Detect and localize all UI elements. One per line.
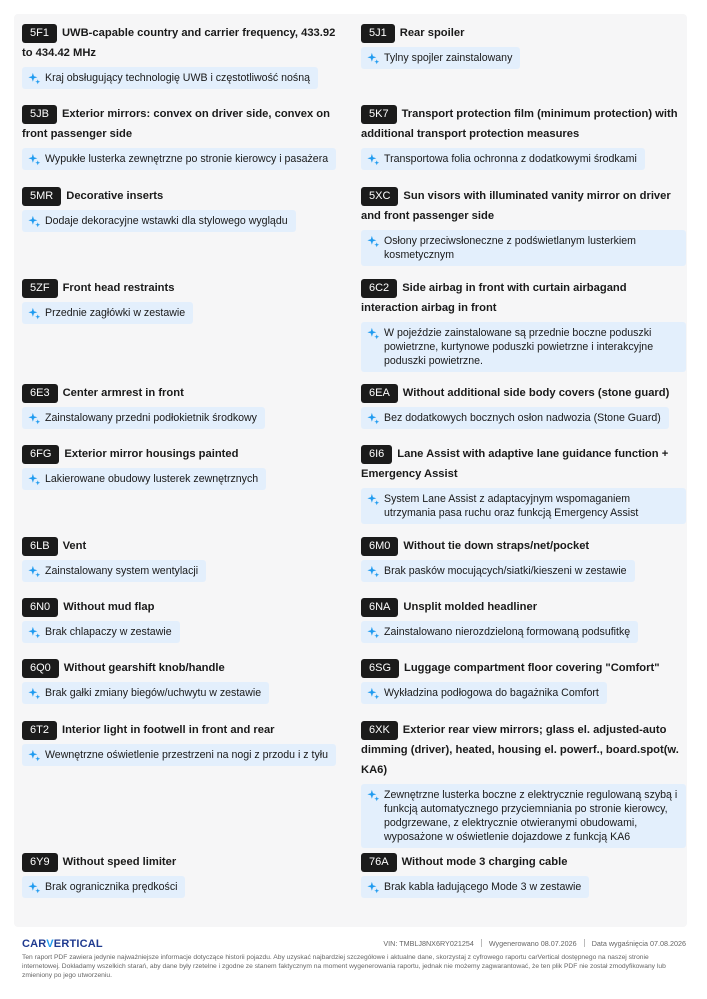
feature-title: 6T2 Interior light in footwell in front and rear (22, 720, 352, 740)
feature-code: 6XK (361, 721, 398, 740)
sparkle-icon (28, 687, 41, 700)
feature-description: Brak chlapaczy w zestawie (22, 621, 180, 643)
feature-code: 6FG (22, 445, 59, 464)
feature-code: 6Q0 (22, 659, 59, 678)
feature-description: Zainstalowano nierozdzieloną formowaną podsufitkę (361, 621, 638, 643)
feature-item (22, 23, 342, 90)
feature-item (361, 536, 686, 583)
feature-description: Zainstalowany system wentylacji (22, 560, 206, 582)
sparkle-icon (28, 473, 41, 486)
sparkle-icon (367, 626, 380, 639)
feature-title: 6XK Exterior rear view mirrors; glass el. adjusted-auto dimming (driver), heated, housing el. powerf., board.spot(w. KA6) (361, 720, 686, 780)
feature-code: 5MR (22, 187, 61, 206)
feature-description: Brak kabla ładującego Mode 3 w zestawie (361, 876, 589, 898)
feature-code: 5JB (22, 105, 57, 124)
expiry-date: Data wygaśnięcia 07.08.2026 (591, 939, 686, 948)
vin-number: VIN: TMBLJ8NX6RY021254 (383, 939, 474, 948)
feature-description: Lakierowane obudowy lusterek zewnętrznych (22, 468, 266, 490)
feature-code: 6E3 (22, 384, 58, 403)
feature-description: System Lane Assist z adaptacyjnym wspomaganiem utrzymania pasa ruchu oraz funkcją Emergency Assist (361, 488, 686, 524)
feature-code: 6N0 (22, 598, 58, 617)
feature-code: 6Y9 (22, 853, 58, 872)
feature-description: Kraj obsługujący technologię UWB i częstotliwość nośną (22, 67, 318, 89)
feature-description: Brak gałki zmiany biegów/uchwytu w zestawie (22, 682, 269, 704)
feature-item (361, 383, 686, 430)
feature-item (361, 597, 686, 644)
feature-item (22, 444, 342, 491)
sparkle-icon (28, 881, 41, 894)
feature-item (361, 852, 686, 899)
sparkle-icon (28, 749, 41, 762)
feature-item (22, 278, 342, 325)
feature-code: 6EA (361, 384, 398, 403)
feature-item (361, 186, 686, 266)
feature-title: 6I6 Lane Assist with adaptive lane guidance function + Emergency Assist (361, 444, 686, 484)
sparkle-icon (28, 215, 41, 228)
sparkle-icon (367, 327, 380, 340)
feature-title: 6E3 Center armrest in front (22, 383, 342, 403)
feature-item (22, 658, 342, 705)
carvertical-logo: CARVERTICAL (22, 938, 103, 950)
sparkle-icon (28, 565, 41, 578)
sparkle-icon (367, 153, 380, 166)
feature-code: 5J1 (361, 24, 395, 43)
feature-description: Wewnętrzne oświetlenie przestrzeni na nogi z przodu i z tyłu (22, 744, 336, 766)
sparkle-icon (367, 687, 380, 700)
feature-code: 5ZF (22, 279, 58, 298)
feature-title: 5K7 Transport protection film (minimum protection) with additional transport protection measures (361, 104, 686, 144)
feature-code: 5XC (361, 187, 398, 206)
feature-item (361, 23, 686, 70)
sparkle-icon (367, 493, 380, 506)
feature-title: 5J1 Rear spoiler (361, 23, 686, 43)
feature-code: 76A (361, 853, 397, 872)
sparkle-icon (367, 881, 380, 894)
feature-title: 5F1 UWB-capable country and carrier frequency, 433.92 to 434.42 MHz (22, 23, 342, 63)
feature-code: 6M0 (361, 537, 398, 556)
feature-code: 6LB (22, 537, 58, 556)
feature-item (361, 444, 686, 524)
feature-title: 6M0 Without tie down straps/net/pocket (361, 536, 686, 556)
legal-disclaimer: Ten raport PDF zawiera jedynie najważniejsze informacje dotyczące historii pojazdu. Aby uzyskać najbardziej szczegółowe i aktualne dane, skorzystaj z cyfrowego raportu carVertical dostępnego na naszej stronie internetowej. Dokładamy wszelkich starań, aby dane były rzetelne i zgodne ze stanem faktycznym na moment wygenerowania raportu, jednak nie możemy zagwarantować, że ten plik PDF nie został zmodyfikowany lub zmieniony po jego utworzeniu. (22, 954, 666, 979)
feature-title: 6Q0 Without gearshift knob/handle (22, 658, 342, 678)
sparkle-icon (367, 235, 380, 248)
feature-title: 5JB Exterior mirrors: convex on driver side, convex on front passenger side (22, 104, 342, 144)
sparkle-icon (28, 153, 41, 166)
feature-code: 6T2 (22, 721, 57, 740)
feature-title: 6SG Luggage compartment floor covering "Comfort" (361, 658, 686, 678)
feature-code: 6NA (361, 598, 398, 617)
feature-description: Transportowa folia ochronna z dodatkowymi środkami (361, 148, 645, 170)
feature-code: 5F1 (22, 24, 57, 43)
feature-item (361, 720, 686, 848)
feature-title: 6LB Vent (22, 536, 342, 556)
feature-code: 6C2 (361, 279, 397, 298)
feature-title: 5ZF Front head restraints (22, 278, 342, 298)
feature-item (361, 658, 686, 705)
feature-title: 6NA Unsplit molded headliner (361, 597, 686, 617)
feature-item (361, 278, 686, 372)
feature-item (22, 383, 342, 430)
generated-date: Wygenerowano 08.07.2026 (488, 939, 577, 948)
feature-description: Brak ogranicznika prędkości (22, 876, 185, 898)
feature-code: 6SG (361, 659, 399, 678)
feature-description: Zainstalowany przedni podłokietnik środkowy (22, 407, 265, 429)
report-meta (383, 939, 686, 948)
feature-description: Brak pasków mocujących/siatki/kieszeni w zestawie (361, 560, 635, 582)
sparkle-icon (28, 412, 41, 425)
divider (584, 939, 585, 947)
feature-item (361, 104, 686, 171)
feature-title: 6FG Exterior mirror housings painted (22, 444, 342, 464)
feature-description: Wypukłe lusterka zewnętrzne po stronie kierowcy i pasażera (22, 148, 336, 170)
feature-description: W pojeździe zainstalowane są przednie boczne poduszki powietrzne, kurtynowe poduszki powietrzne i interakcyjne poduszki powietrzne. (361, 322, 686, 372)
feature-description: Zewnętrzne lusterka boczne z elektrycznie regulowaną szybą i funkcją automatycznego przyciemniania po stronie kierowcy, podgrzewane, z elektrycznie otwieranymi obudowami, wyposażone w oświetlenie dojazdowe z funkcją KA6 (361, 784, 686, 848)
feature-title: 6N0 Without mud flap (22, 597, 342, 617)
feature-title: 5XC Sun visors with illuminated vanity mirror on driver and front passenger side (361, 186, 686, 226)
sparkle-icon (28, 626, 41, 639)
feature-title: 5MR Decorative inserts (22, 186, 342, 206)
sparkle-icon (367, 565, 380, 578)
feature-item (22, 852, 342, 899)
feature-description: Przednie zagłówki w zestawie (22, 302, 193, 324)
sparkle-icon (367, 789, 380, 802)
feature-description: Tylny spojler zainstalowany (361, 47, 520, 69)
feature-item (22, 720, 352, 767)
feature-description: Dodaje dekoracyjne wstawki dla stylowego wyglądu (22, 210, 296, 232)
sparkle-icon (28, 307, 41, 320)
feature-item (22, 104, 342, 171)
sparkle-icon (367, 52, 380, 65)
feature-code: 6I6 (361, 445, 392, 464)
feature-description: Osłony przeciwsłoneczne z podświetlanym lusterkiem kosmetycznym (361, 230, 686, 266)
feature-code: 5K7 (361, 105, 397, 124)
feature-description: Bez dodatkowych bocznych osłon nadwozia (Stone Guard) (361, 407, 669, 429)
sparkle-icon (367, 412, 380, 425)
feature-title: 76A Without mode 3 charging cable (361, 852, 686, 872)
feature-title: 6Y9 Without speed limiter (22, 852, 342, 872)
feature-item (22, 536, 342, 583)
sparkle-icon (28, 72, 41, 85)
divider (481, 939, 482, 947)
feature-item (22, 186, 342, 233)
feature-title: 6C2 Side airbag in front with curtain airbagand interaction airbag in front (361, 278, 686, 318)
feature-description: Wykładzina podłogowa do bagażnika Comfort (361, 682, 607, 704)
feature-title: 6EA Without additional side body covers (stone guard) (361, 383, 686, 403)
feature-item (22, 597, 342, 644)
